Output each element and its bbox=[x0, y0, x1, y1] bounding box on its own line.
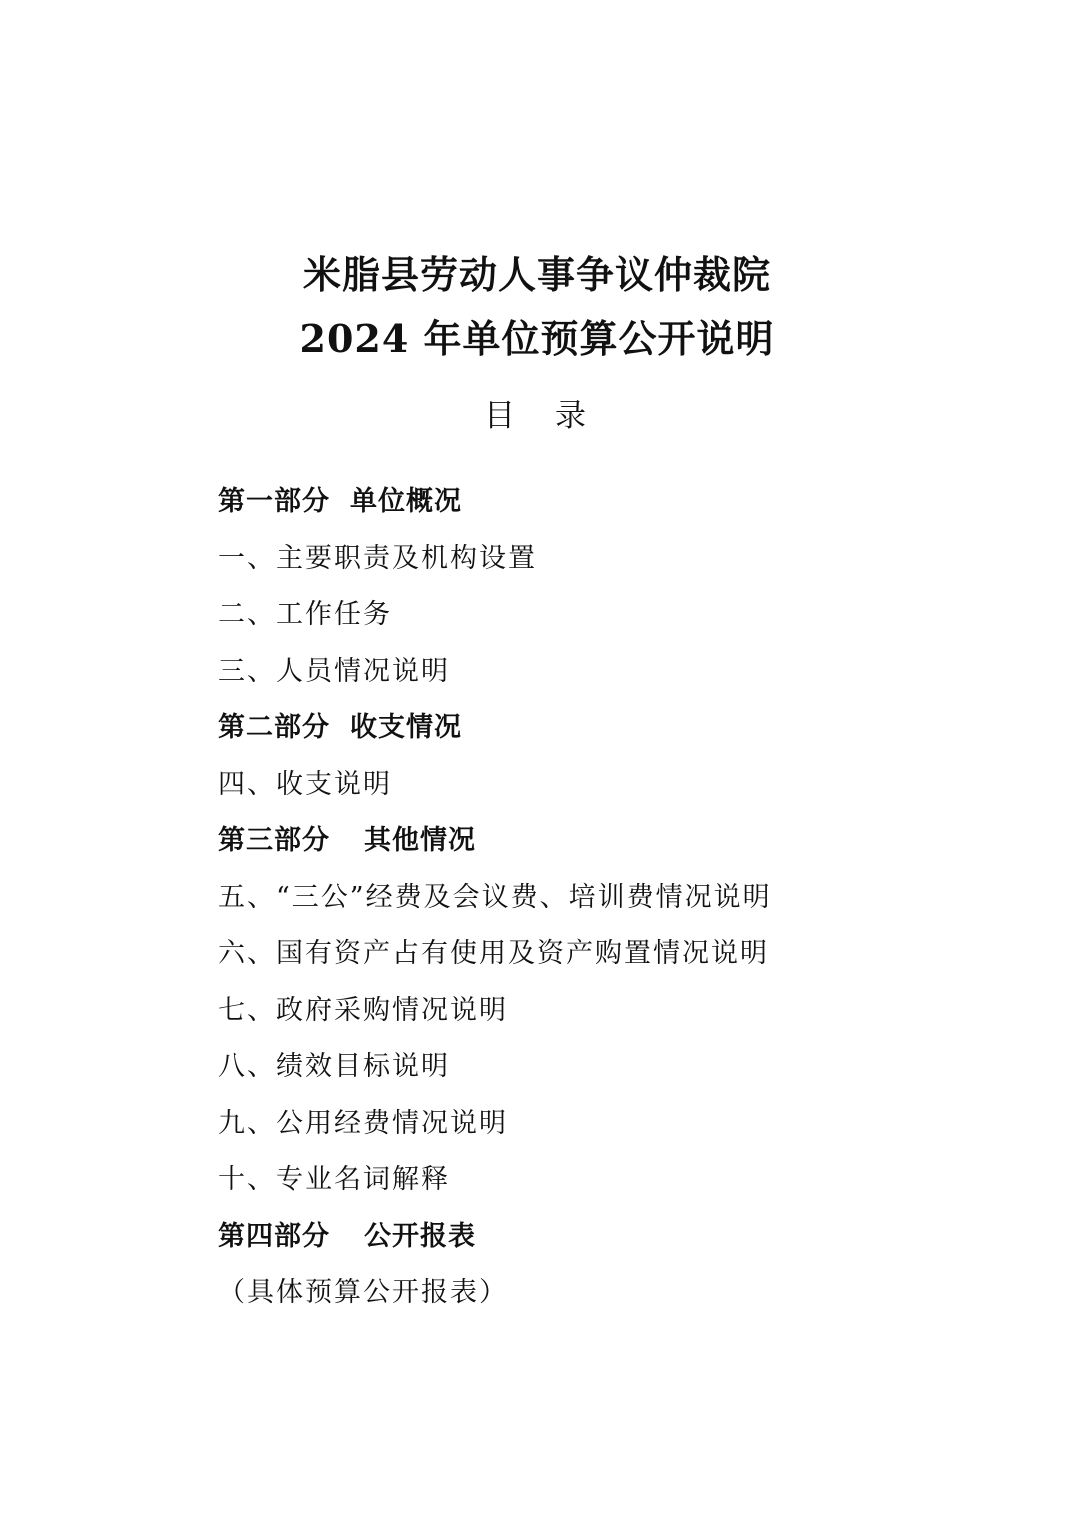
toc-item-4: 四、收支说明 bbox=[218, 768, 392, 800]
toc-item-8: 八、绩效目标说明 bbox=[218, 1051, 450, 1082]
toc-item-1: 一、主要职责及机构设置 bbox=[218, 542, 537, 574]
toc-part-label: 第一部分 bbox=[218, 486, 330, 517]
toc-part-name: 收支情况 bbox=[350, 712, 462, 743]
toc-part-label: 第四部分 bbox=[218, 1220, 330, 1252]
toc-part-name: 单位概况 bbox=[350, 486, 462, 517]
toc-item-11: （具体预算公开报表） bbox=[218, 1277, 508, 1308]
toc-part-label: 第二部分 bbox=[218, 712, 330, 743]
document-title-line-1: 米脂县劳动人事争议仲裁院 bbox=[302, 252, 771, 297]
toc-part-4 bbox=[218, 1215, 1018, 1272]
toc-heading-char-1: 目 bbox=[484, 398, 519, 434]
toc-heading bbox=[0, 396, 1074, 436]
toc-heading-char-2: 录 bbox=[555, 398, 590, 434]
toc-part-name: 公开报表 bbox=[364, 1220, 476, 1252]
toc-part-label: 第三部分 bbox=[218, 825, 330, 856]
table-of-contents bbox=[218, 480, 1018, 1328]
toc-item-10: 十、专业名词解释 bbox=[218, 1164, 450, 1195]
toc-part-name: 其他情况 bbox=[364, 825, 476, 856]
toc-part-3 bbox=[218, 819, 1018, 876]
toc-item-7: 七、政府采购情况说明 bbox=[218, 994, 508, 1026]
toc-part-2 bbox=[218, 706, 1018, 763]
document-title-line-2: 2024 年单位预算公开说明 bbox=[299, 316, 775, 361]
toc-item-9: 九、公用经费情况说明 bbox=[218, 1107, 508, 1139]
toc-item-5: 五、“三公”经费及会议费、培训费情况说明 bbox=[218, 881, 772, 913]
toc-part-1 bbox=[218, 480, 1018, 537]
toc-item-3: 三、人员情况说明 bbox=[218, 655, 450, 687]
toc-item-6: 六、国有资产占有使用及资产购置情况说明 bbox=[218, 938, 769, 969]
toc-item-2: 二、工作任务 bbox=[218, 599, 392, 630]
